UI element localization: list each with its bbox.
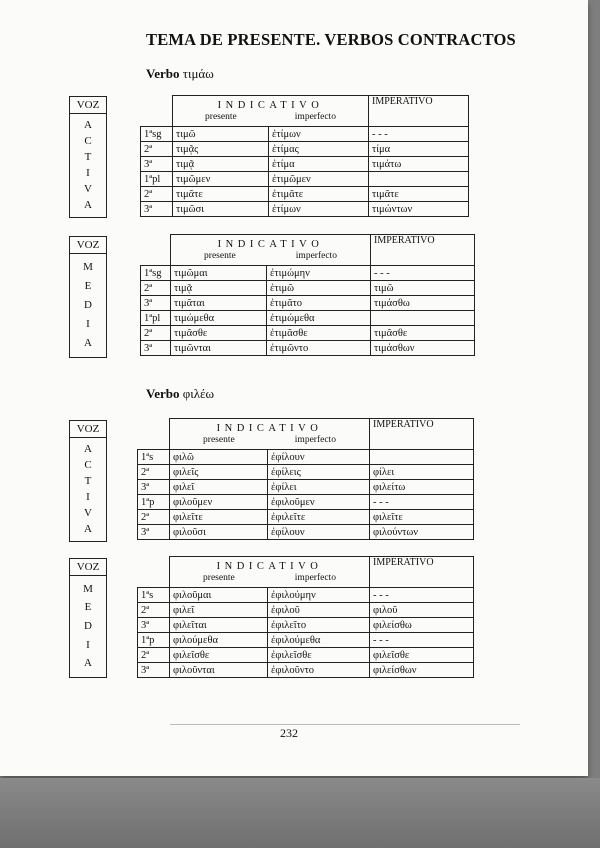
person-cell: 3ª bbox=[138, 663, 170, 678]
conjugation-table-activa bbox=[137, 418, 474, 540]
presente-cell: φιλοῦμεν bbox=[170, 495, 268, 510]
verb-heading-timao bbox=[146, 66, 214, 82]
table-row bbox=[138, 603, 474, 618]
voice-letter: T bbox=[84, 151, 92, 164]
voice-letter: A bbox=[84, 198, 92, 211]
table-row bbox=[138, 618, 474, 633]
table-row bbox=[141, 296, 475, 311]
table-row bbox=[138, 525, 474, 540]
imperfecto-cell: ἐφιλεῖτο bbox=[268, 618, 370, 633]
presente-cell: τιμῶμεν bbox=[173, 172, 269, 187]
imperativo-cell: - - - bbox=[370, 633, 474, 648]
presente-cell: φιλεῖτε bbox=[170, 510, 268, 525]
imperativo-cell bbox=[371, 311, 475, 326]
header-row bbox=[141, 96, 469, 127]
voz-label: VOZ bbox=[70, 561, 106, 576]
presente-cell: τιμᾷ bbox=[171, 281, 267, 296]
imperativo-header: IMPERATIVO bbox=[370, 419, 474, 450]
table-row bbox=[141, 341, 475, 356]
imperfecto-label: imperfecto bbox=[294, 111, 336, 122]
indicativo-header bbox=[173, 96, 369, 127]
tense-labels bbox=[174, 251, 367, 261]
table-row bbox=[138, 465, 474, 480]
presente-cell: τιμώμεθα bbox=[171, 311, 267, 326]
voice-letters bbox=[70, 438, 106, 541]
page-number: 232 bbox=[280, 726, 298, 740]
imperfecto-cell: ἐτίμων bbox=[269, 202, 369, 217]
scan-background bbox=[0, 778, 600, 848]
voice-letter: M bbox=[83, 261, 93, 273]
voice-letters bbox=[70, 254, 106, 357]
table-row bbox=[141, 311, 475, 326]
person-cell: 2ª bbox=[138, 648, 170, 663]
blank-corner bbox=[138, 557, 170, 588]
person-cell: 1ªs bbox=[138, 450, 170, 465]
imperfecto-cell: ἐφιλοῦ bbox=[268, 603, 370, 618]
person-cell: 3ª bbox=[141, 202, 173, 217]
imperfecto-cell: ἐφίλουν bbox=[268, 525, 370, 540]
imperfecto-cell: ἐφίλεις bbox=[268, 465, 370, 480]
tense-labels bbox=[173, 435, 366, 445]
person-cell: 1ªsg bbox=[141, 127, 173, 142]
person-cell: 1ªp bbox=[138, 495, 170, 510]
imperativo-cell: τιμᾶσθε bbox=[371, 326, 475, 341]
tense-labels bbox=[173, 573, 366, 583]
person-cell: 2ª bbox=[141, 326, 171, 341]
presente-cell: τιμῶνται bbox=[171, 341, 267, 356]
imperfecto-cell: ἐτιμῶ bbox=[267, 281, 371, 296]
voice-letter: I bbox=[86, 166, 90, 179]
imperativo-cell: - - - bbox=[370, 495, 474, 510]
person-cell: 1ªpl bbox=[141, 311, 171, 326]
imperativo-cell: φιλεῖτε bbox=[370, 510, 474, 525]
imperfecto-cell: ἐφιλεῖσθε bbox=[268, 648, 370, 663]
imperativo-cell: φιλείτω bbox=[370, 480, 474, 495]
presente-label: presente bbox=[203, 572, 235, 583]
voice-letter: A bbox=[84, 657, 92, 670]
header-row bbox=[138, 557, 474, 588]
person-cell: 1ªsg bbox=[141, 266, 171, 281]
voz-box-activa bbox=[69, 96, 107, 218]
voice-letter: I bbox=[86, 490, 90, 503]
imperfecto-label: imperfecto bbox=[295, 250, 337, 261]
conjugation-table-activa bbox=[140, 95, 469, 217]
blank-corner bbox=[141, 96, 173, 127]
presente-cell: τιμῶ bbox=[173, 127, 269, 142]
imperfecto-cell: ἐφιλοῦμεν bbox=[268, 495, 370, 510]
imperativo-cell: φιλούντων bbox=[370, 525, 474, 540]
presente-cell: τιμᾶται bbox=[171, 296, 267, 311]
voice-letters bbox=[70, 114, 106, 217]
page-title: TEMA DE PRESENTE. VERBOS CONTRACTOS bbox=[146, 30, 516, 49]
table-row bbox=[138, 495, 474, 510]
presente-cell: φιλῶ bbox=[170, 450, 268, 465]
voz-box-media bbox=[69, 236, 107, 358]
presente-label: presente bbox=[204, 250, 236, 261]
indicativo-label: INDICATIVO bbox=[217, 239, 324, 250]
person-cell: 2ª bbox=[141, 142, 173, 157]
table-row bbox=[141, 187, 469, 202]
imperfecto-cell: ἐτίμων bbox=[269, 127, 369, 142]
table-row bbox=[138, 648, 474, 663]
voice-letter: C bbox=[84, 135, 92, 148]
footer-rule bbox=[170, 724, 520, 725]
imperativo-cell: φιλείσθων bbox=[370, 663, 474, 678]
imperativo-cell: - - - bbox=[369, 127, 469, 142]
imperfecto-cell: ἐτίμα bbox=[269, 157, 369, 172]
person-cell: 3ª bbox=[138, 618, 170, 633]
voice-letter: V bbox=[84, 182, 92, 195]
voice-letter: V bbox=[84, 506, 92, 519]
person-cell: 2ª bbox=[138, 510, 170, 525]
voice-letter: I bbox=[86, 638, 90, 651]
table-row bbox=[141, 172, 469, 187]
table-row bbox=[138, 663, 474, 678]
presente-cell: τιμᾷ bbox=[173, 157, 269, 172]
presente-cell: φιλεῖ bbox=[170, 480, 268, 495]
verb-label: Verbo bbox=[146, 66, 180, 81]
imperfecto-cell: ἐφιλούμην bbox=[268, 588, 370, 603]
person-cell: 3ª bbox=[138, 525, 170, 540]
person-cell: 2ª bbox=[141, 187, 173, 202]
imperfecto-cell: ἐφίλουν bbox=[268, 450, 370, 465]
voice-letters bbox=[70, 576, 106, 677]
imperativo-cell: τιμάσθων bbox=[371, 341, 475, 356]
imperativo-cell: φιλείσθω bbox=[370, 618, 474, 633]
presente-cell: τιμῶμαι bbox=[171, 266, 267, 281]
imperativo-cell: φιλεῖσθε bbox=[370, 648, 474, 663]
voice-letter: M bbox=[83, 582, 93, 595]
imperativo-cell: - - - bbox=[370, 588, 474, 603]
imperativo-cell: τιμᾶτε bbox=[369, 187, 469, 202]
voz-label: VOZ bbox=[70, 239, 106, 254]
indicativo-header bbox=[171, 235, 371, 266]
imperfecto-cell: ἐτιμᾶτο bbox=[267, 296, 371, 311]
imperfecto-cell: ἐφιλεῖτε bbox=[268, 510, 370, 525]
imperfecto-cell: ἐτιμᾶσθε bbox=[267, 326, 371, 341]
header-row bbox=[138, 419, 474, 450]
voice-letter: A bbox=[84, 522, 92, 535]
voice-letter: D bbox=[84, 299, 92, 311]
voz-box-activa bbox=[69, 420, 107, 542]
indicativo-label: INDICATIVO bbox=[217, 100, 324, 111]
voz-box-media bbox=[69, 558, 107, 678]
imperfecto-label: imperfecto bbox=[294, 572, 336, 583]
presente-cell: φιλούμεθα bbox=[170, 633, 268, 648]
verb-heading-fileo bbox=[146, 386, 214, 402]
person-cell: 3ª bbox=[138, 480, 170, 495]
imperativo-cell: φιλοῦ bbox=[370, 603, 474, 618]
table-row bbox=[141, 127, 469, 142]
imperfecto-cell: ἐτιμῶντο bbox=[267, 341, 371, 356]
imperativo-cell: τιμάσθω bbox=[371, 296, 475, 311]
imperativo-cell: τίμα bbox=[369, 142, 469, 157]
imperfecto-label: imperfecto bbox=[294, 434, 336, 445]
table-row bbox=[141, 142, 469, 157]
person-cell: 2ª bbox=[138, 603, 170, 618]
table-row bbox=[138, 480, 474, 495]
imperativo-cell: τιμώντων bbox=[369, 202, 469, 217]
presente-cell: φιλοῦσι bbox=[170, 525, 268, 540]
imperativo-cell: φίλει bbox=[370, 465, 474, 480]
person-cell: 3ª bbox=[141, 157, 173, 172]
voice-letter: T bbox=[84, 475, 92, 488]
imperativo-header: IMPERATIVO bbox=[370, 557, 474, 588]
verb-label: Verbo bbox=[146, 386, 180, 401]
table-row bbox=[141, 281, 475, 296]
voice-letter: D bbox=[84, 619, 92, 632]
presente-cell: φιλεῖσθε bbox=[170, 648, 268, 663]
tense-labels bbox=[176, 112, 365, 122]
indicativo-label: INDICATIVO bbox=[216, 561, 323, 572]
imperfecto-cell: ἐτιμῶμεν bbox=[269, 172, 369, 187]
table-row bbox=[138, 510, 474, 525]
imperfecto-cell: ἐτίμας bbox=[269, 142, 369, 157]
voice-letter: E bbox=[84, 280, 92, 292]
voz-label: VOZ bbox=[70, 99, 106, 114]
indicativo-header bbox=[170, 557, 370, 588]
imperfecto-cell: ἐφιλούμεθα bbox=[268, 633, 370, 648]
voice-letter: A bbox=[84, 337, 92, 349]
imperfecto-cell: ἐτιμώμεθα bbox=[267, 311, 371, 326]
presente-cell: φιλεῖται bbox=[170, 618, 268, 633]
person-cell: 3ª bbox=[141, 341, 171, 356]
indicativo-label: INDICATIVO bbox=[216, 423, 323, 434]
imperativo-cell: - - - bbox=[371, 266, 475, 281]
blank-corner bbox=[138, 419, 170, 450]
table-row bbox=[141, 157, 469, 172]
presente-cell: τιμᾶτε bbox=[173, 187, 269, 202]
voz-label: VOZ bbox=[70, 423, 106, 438]
presente-cell: τιμᾷς bbox=[173, 142, 269, 157]
blank-corner bbox=[141, 235, 171, 266]
table-row bbox=[141, 202, 469, 217]
presente-cell: τιμῶσι bbox=[173, 202, 269, 217]
imperfecto-cell: ἐφιλοῦντο bbox=[268, 663, 370, 678]
table-row bbox=[138, 588, 474, 603]
imperativo-header: IMPERATIVO bbox=[371, 235, 475, 266]
person-cell: 2ª bbox=[138, 465, 170, 480]
table-row bbox=[138, 450, 474, 465]
presente-cell: φιλεῖ bbox=[170, 603, 268, 618]
imperativo-cell: τιμῶ bbox=[371, 281, 475, 296]
conjugation-table-media bbox=[137, 556, 474, 678]
presente-cell: φιλοῦνται bbox=[170, 663, 268, 678]
verb-greek: φιλέω bbox=[182, 386, 215, 401]
imperativo-cell bbox=[369, 172, 469, 187]
voice-letter: E bbox=[84, 601, 92, 614]
imperativo-cell bbox=[370, 450, 474, 465]
imperativo-cell: τιμάτω bbox=[369, 157, 469, 172]
person-cell: 2ª bbox=[141, 281, 171, 296]
voice-letter: I bbox=[86, 318, 90, 330]
person-cell: 1ªp bbox=[138, 633, 170, 648]
person-cell: 1ªs bbox=[138, 588, 170, 603]
table-row bbox=[141, 326, 475, 341]
voice-letter: A bbox=[84, 119, 92, 132]
presente-cell: φιλοῦμαι bbox=[170, 588, 268, 603]
voice-letter: C bbox=[84, 459, 92, 472]
person-cell: 1ªpl bbox=[141, 172, 173, 187]
imperfecto-cell: ἐτιμώμην bbox=[267, 266, 371, 281]
verb-greek: τιμάω bbox=[182, 66, 214, 81]
table-row bbox=[138, 633, 474, 648]
header-row bbox=[141, 235, 475, 266]
imperfecto-cell: ἐτιμᾶτε bbox=[269, 187, 369, 202]
voice-letter: A bbox=[84, 443, 92, 456]
imperfecto-cell: ἐφίλει bbox=[268, 480, 370, 495]
presente-label: presente bbox=[203, 434, 235, 445]
table-row bbox=[141, 266, 475, 281]
imperativo-header: IMPERATIVO bbox=[369, 96, 469, 127]
presente-cell: τιμᾶσθε bbox=[171, 326, 267, 341]
presente-cell: φιλεῖς bbox=[170, 465, 268, 480]
indicativo-header bbox=[170, 419, 370, 450]
presente-label: presente bbox=[205, 111, 237, 122]
conjugation-table-media bbox=[140, 234, 475, 356]
person-cell: 3ª bbox=[141, 296, 171, 311]
